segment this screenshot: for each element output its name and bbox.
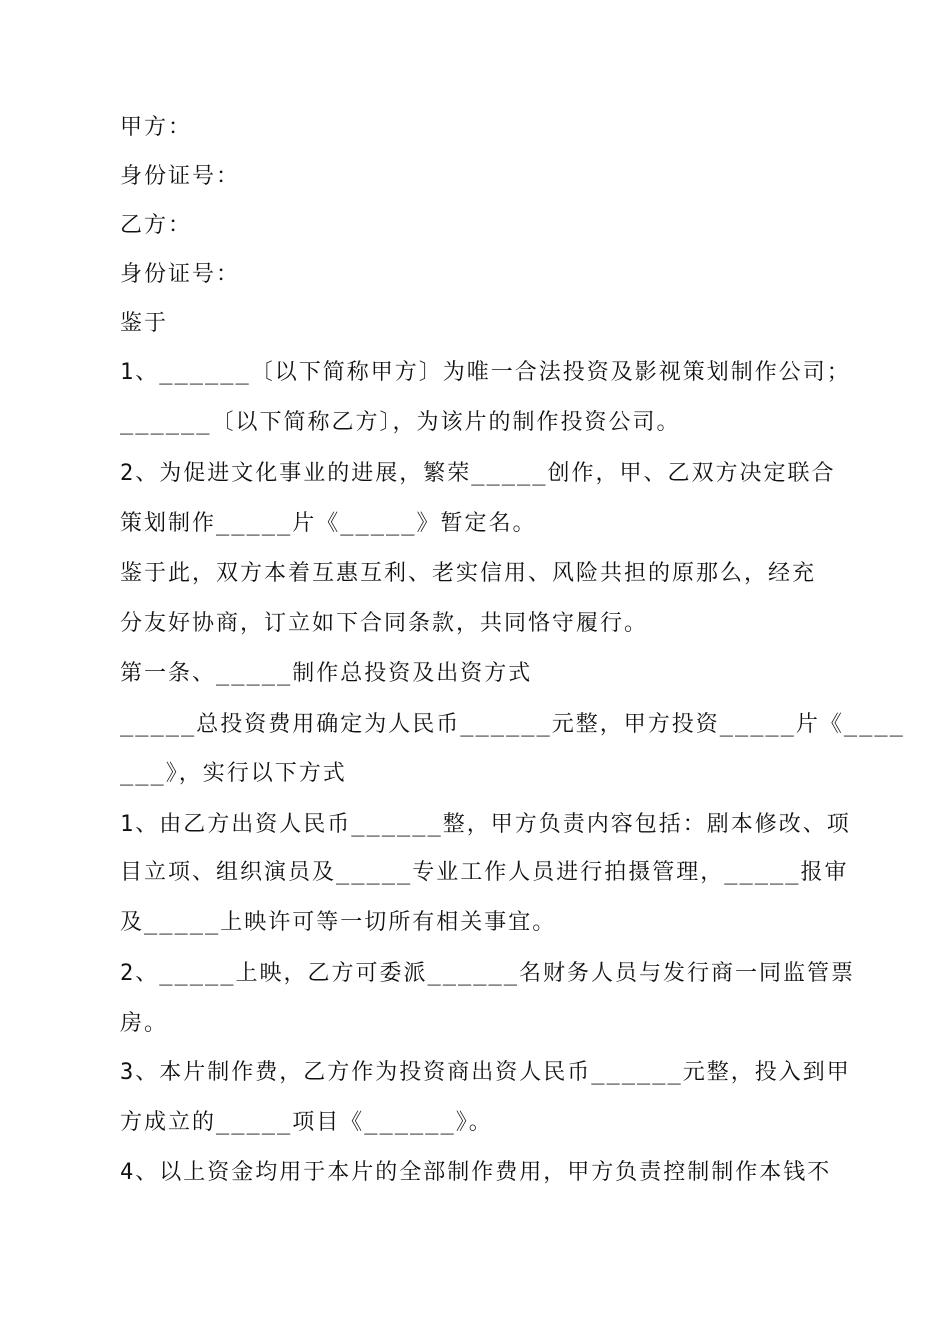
- clause-1: 1、由乙方出资人民币______整，甲方负责内容包括：剧本修改、项: [120, 812, 851, 837]
- article-1-paragraph-cont: ___》，实行以下方式: [120, 761, 347, 786]
- preamble-paragraph-cont: 分友好协商，订立如下合同条款，共同恪守履行。: [120, 611, 649, 636]
- clause-3: 3、本片制作费，乙方作为投资商出资人民币______元整，投入到甲: [120, 1060, 851, 1085]
- recital-item-2-cont: 策划制作_____片《_____》暂定名。: [120, 511, 537, 536]
- article-1-heading: 第一条、_____制作总投资及出资方式: [120, 661, 533, 686]
- clause-2: 2、_____上映，乙方可委派______名财务人员与发行商一同监管票: [120, 961, 855, 986]
- clause-1-cont-b: 及_____上映许可等一切所有相关事宜。: [120, 910, 557, 935]
- party-b-id-label: 身份证号：: [120, 262, 241, 287]
- recital-item-1: 1、______〔以下简称甲方〕为唯一合法投资及影视策划制作公司；: [120, 360, 851, 385]
- recital-heading: 鉴于: [120, 311, 169, 336]
- party-a-label: 甲方：: [120, 115, 193, 140]
- clause-2-cont: 房。: [120, 1011, 169, 1036]
- recital-item-1-cont: ______〔以下简称乙方〕，为该片的制作投资公司。: [120, 410, 681, 435]
- clause-4: 4、以上资金均用于本片的全部制作费用，甲方负责控制制作本钱不: [120, 1160, 832, 1185]
- recital-item-2: 2、为促进文化事业的进展，繁荣_____创作，甲、乙双方决定联合: [120, 461, 836, 486]
- clause-3-cont: 方成立的_____项目《______》。: [120, 1110, 493, 1135]
- preamble-paragraph: 鉴于此，双方本着互惠互利、老实信用、风险共担的原那么，经充: [120, 561, 817, 586]
- clause-1-cont-a: 目立项、组织演员及_____专业工作人员进行拍摄管理，_____报审: [120, 860, 849, 885]
- party-a-id-label: 身份证号：: [120, 164, 241, 189]
- party-b-label: 乙方：: [120, 213, 193, 238]
- article-1-paragraph: _____总投资费用确定为人民币______元整，甲方投资_____片《____: [120, 712, 905, 737]
